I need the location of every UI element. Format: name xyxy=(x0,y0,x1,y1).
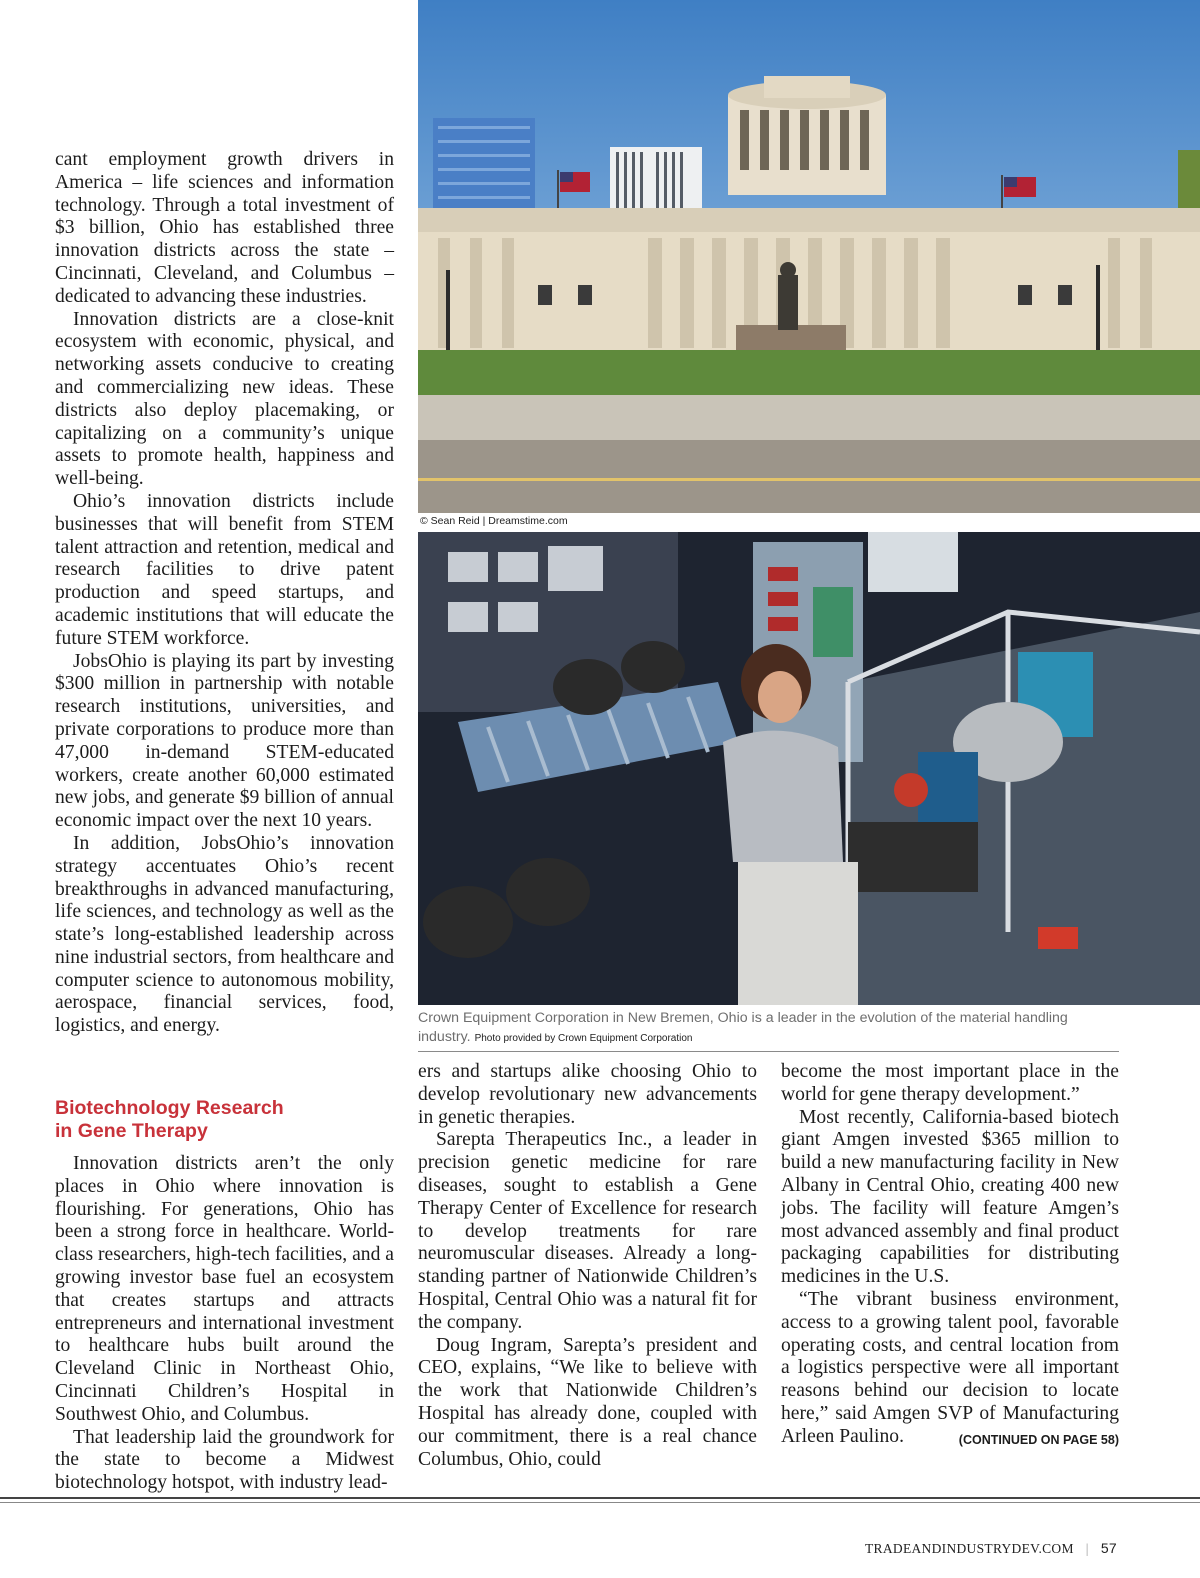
subhead-line: in Gene Therapy xyxy=(55,1120,208,1142)
lawn xyxy=(418,350,1200,395)
cornice xyxy=(418,208,1200,232)
sidewalk xyxy=(418,395,1200,440)
paragraph: JobsOhio is playing its part by investing $300 million in partnership with notable research institutions, universities, and private corporations to produce more than 47,000 in-demand STEM-educated workers, create another 60,000 estimated new jobs, and generate $9 billion of annual economic impact over the next 10 years. xyxy=(55,650,394,832)
caption-credit: Photo provided by Crown Equipment Corporation xyxy=(474,1032,693,1044)
paragraph: In addition, JobsOhio’s innovation strategy accentuates Ohio’s recent breakthroughs in advanced manufacturing, life sciences, and technology as well as the state’s long-established leadership across nine industrial sectors, from healthcare and computer science to autonomous mobility, aerospace, financial services, food, logistics, and energy. xyxy=(55,832,394,1037)
monitor xyxy=(868,532,958,592)
paragraph: Sarepta Therapeutics Inc., a leader in precision genetic medicine for rare diseases, sought to establish a Gene Therapy Center of Excellence for research to develop treatments for rare neuromuscular diseases. Already a long-standing partner of Nationwide Children’s Hospital, Central Ohio was a natural fit for the company. xyxy=(418,1129,757,1333)
parts-bin xyxy=(548,546,603,591)
article-column-middle xyxy=(418,1061,757,1471)
factory-photo xyxy=(418,532,1200,1005)
technician-face xyxy=(758,671,802,723)
paragraph: ers and startups alike choosing Ohio to develop revolutionary new advancements in genetic therapies. xyxy=(418,1061,757,1128)
caption-text: Crown Equipment Corporation in New Bremen, Ohio is a leader in the evolution of the material handling industry. xyxy=(418,1010,1068,1045)
paragraph: Innovation districts aren’t the only places in Ohio where innovation is flourishing. For generations, Ohio has been a strong force in healthcare. World-class researchers, high-tech facilities, and a growing investor base fuel an ecosystem that creates startups and attracts entrepreneurs and international investment to healthcare hubs built around the Cleveland Clinic in Northeast Ohio, Cincinnati Children’s Hospital in Southwest Ohio, and Columbus. xyxy=(55,1153,394,1425)
section-subhead xyxy=(55,1097,394,1143)
capitol-photo xyxy=(418,0,1200,513)
photo-caption xyxy=(418,1009,1118,1048)
article-column-left-top xyxy=(55,149,394,1038)
paragraph: Innovation districts are a close-knit ecosystem with economic, physical, and networking assets conducive to creating and commercializing new ideas. These districts also deploy placemaking, or capitalizing on a community’s unique assets to promote health, happiness and well-being. xyxy=(55,308,394,490)
footer-rule xyxy=(0,1502,1200,1503)
continued-note: (CONTINUED ON PAGE 58) xyxy=(958,1432,1119,1447)
statue xyxy=(778,275,798,330)
article-column-left-bottom xyxy=(55,1153,394,1495)
caption-divider xyxy=(418,1051,1119,1052)
paragraph xyxy=(781,1289,1119,1449)
footer-separator: | xyxy=(1085,1541,1089,1556)
footer-site: TRADEANDINDUSTRYDEV.COM xyxy=(865,1541,1074,1556)
paragraph: Most recently, California-based biotech giant Amgen invested $365 million to build a new manufacturing facility in New Albany in Central Ohio, creating 400 new jobs. The facility will feature Amgen’s most advanced assembly and final product packaging capabilities for distributing medicines in the U.S. xyxy=(781,1106,1119,1288)
road xyxy=(418,440,1200,513)
drive-unit xyxy=(848,822,978,892)
photo-credit: © Sean Reid | Dreamstime.com xyxy=(420,515,568,527)
paragraph: That leadership laid the groundwork for the state to become a Midwest biotechnology hotspot, with industry lead- xyxy=(55,1426,394,1494)
subhead-line: Biotechnology Research xyxy=(55,1097,284,1119)
paragraph: Ohio’s innovation districts include businesses that will benefit from STEM talent attraction and retention, medical and research facilities to drive patent production and speed startups, and academic institutions that will educate the future STEM workforce. xyxy=(55,490,394,649)
technician-shirt xyxy=(723,731,843,862)
page-footer xyxy=(865,1540,1117,1557)
capitol-illustration xyxy=(418,0,1200,513)
paragraph: Doug Ingram, Sarepta’s president and CEO, explains, “We like to believe with the work that Nationwide Children’s Hospital has already done, coupled with our commitment, there is a real chance Columbus, Ohio, could xyxy=(418,1334,757,1470)
article-column-right xyxy=(781,1061,1119,1452)
paragraph: cant employment growth drivers in America – life sciences and information technology. Through a total investment of $3 billion, Ohio has established three innovation districts across the state – Cincinnati, Cleveland, and Columbus – dedicated to advancing these industries. xyxy=(55,149,394,307)
paragraph: become the most important place in the world for gene therapy development.” xyxy=(781,1061,1119,1105)
page-number: 57 xyxy=(1100,1540,1117,1556)
factory-illustration xyxy=(418,532,1200,1005)
paragraph-text: “The vibrant business environment, access to a growing talent pool, favorable operating costs, and central location from a logistics perspective were all important reasons behind our decision to locate here,” said Amgen SVP of Manufacturing Arleen Paulino. xyxy=(781,1288,1119,1447)
footer-rule xyxy=(0,1497,1200,1499)
